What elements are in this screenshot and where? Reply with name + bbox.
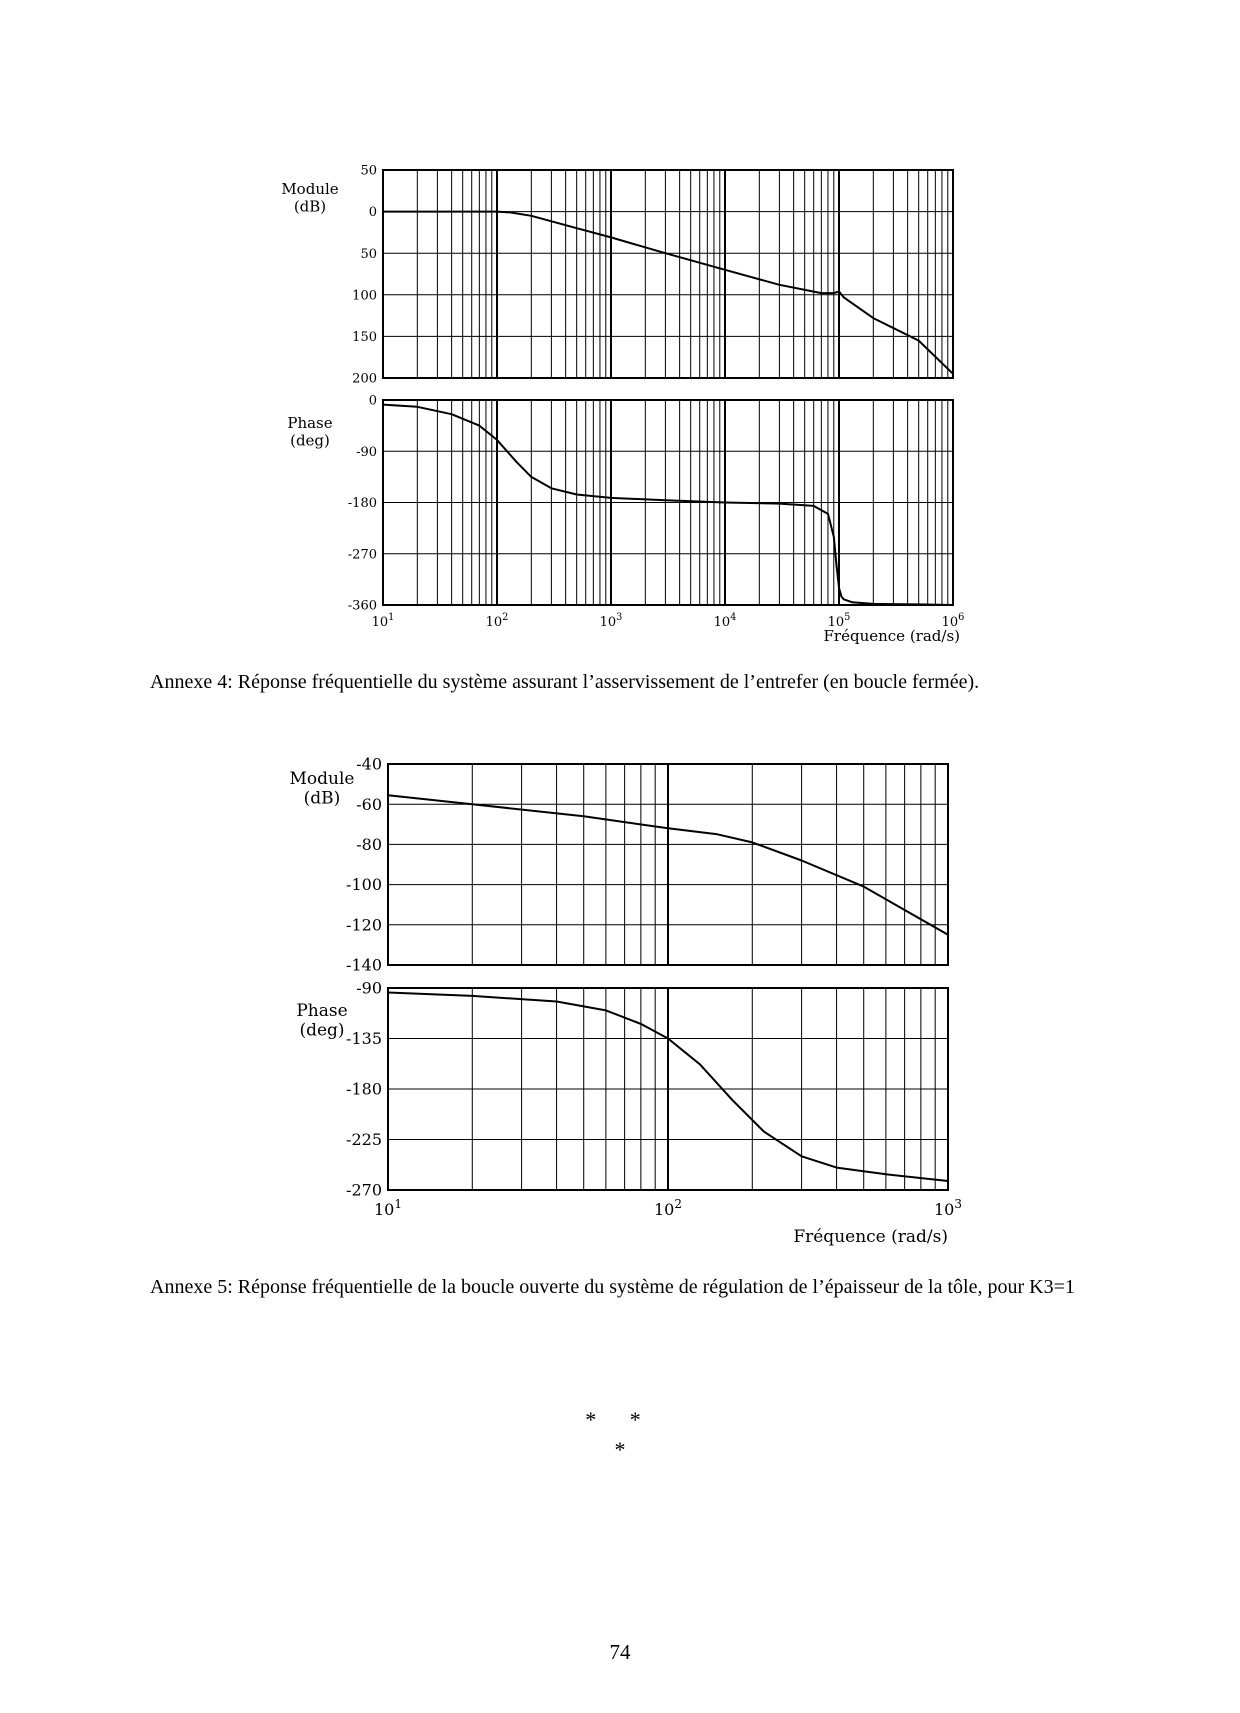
- x-axis: [374, 1197, 962, 1247]
- y-tick-label: -80: [356, 835, 382, 854]
- x-tick-label: $10^4$: [713, 612, 737, 630]
- x-tick-label: $10^2$: [654, 1196, 682, 1219]
- y-tick-label: -360: [347, 598, 377, 614]
- separator-line-1: * *: [585, 1407, 655, 1432]
- section-separator: [0, 1405, 1240, 1465]
- x-tick-label: $10^2$: [485, 612, 509, 630]
- y-tick-label: -120: [346, 915, 382, 935]
- y-tick-label: 200: [352, 371, 377, 387]
- x-tick-label: $10^3$: [599, 612, 623, 630]
- x-axis-label: Fréquence (rad/s): [823, 627, 960, 645]
- series-line: [383, 212, 953, 374]
- y-tick-label: -100: [346, 875, 382, 895]
- y-axis-label: Module: [281, 180, 339, 198]
- caption-annexe5: Annexe 5: Réponse fréquentielle de la boucle ouverte du système de régulation de l’épaisseur de la tôle, pour K3=1: [150, 1276, 1075, 1298]
- separator-line-2: *: [614, 1437, 626, 1462]
- y-tick-label: 50: [360, 246, 377, 262]
- y-tick-label: 0: [368, 205, 377, 221]
- caption-annexe4: Annexe 4: Réponse fréquentielle du système assurant l’asservissement de l’entrefer (en boucle fermée).: [150, 671, 980, 693]
- y-axis-label: (deg): [290, 431, 330, 450]
- x-tick-label: $10^1$: [374, 1196, 402, 1219]
- bode-plot-annexe4: [270, 150, 980, 650]
- y-tick-label: 0: [368, 393, 377, 409]
- page-number: 74: [609, 1640, 631, 1664]
- bode-plot-annexe5: [270, 740, 980, 1250]
- y-tick-label: -225: [346, 1130, 382, 1150]
- panel-0: [290, 755, 948, 975]
- y-tick-label: -40: [356, 754, 382, 774]
- y-tick-label: 100: [352, 288, 377, 304]
- y-tick-label: -90: [356, 444, 377, 460]
- y-tick-label: -180: [347, 496, 377, 512]
- panel-1: [296, 979, 948, 1200]
- y-tick-label: -180: [346, 1079, 382, 1099]
- y-axis-label: (dB): [303, 788, 341, 809]
- x-tick-label: $10^1$: [371, 612, 395, 630]
- plot-frame: [383, 170, 953, 378]
- y-tick-label: -270: [346, 1180, 382, 1200]
- y-axis-label: Module: [289, 769, 355, 789]
- x-axis: [372, 612, 965, 645]
- y-axis-label: (deg): [299, 1020, 345, 1041]
- y-tick-label: -90: [356, 978, 382, 998]
- y-tick-label: -270: [347, 547, 377, 563]
- y-tick-label: -140: [346, 955, 382, 975]
- x-tick-label: $10^6$: [941, 612, 965, 630]
- series-line: [383, 405, 953, 605]
- y-axis-label: Phase: [287, 414, 333, 432]
- y-axis-label: (dB): [293, 197, 327, 216]
- y-tick-label: -135: [346, 1029, 382, 1049]
- y-tick-label: 50: [360, 163, 377, 179]
- panel-1: [287, 394, 953, 614]
- x-tick-label: $10^3$: [934, 1196, 962, 1219]
- x-tick-label: $10^5$: [827, 612, 851, 630]
- y-tick-label: -60: [356, 794, 382, 814]
- panel-0: [281, 164, 953, 387]
- y-tick-label: 150: [352, 329, 377, 345]
- y-axis-label: Phase: [296, 1001, 348, 1021]
- x-axis-label: Fréquence (rad/s): [793, 1227, 948, 1247]
